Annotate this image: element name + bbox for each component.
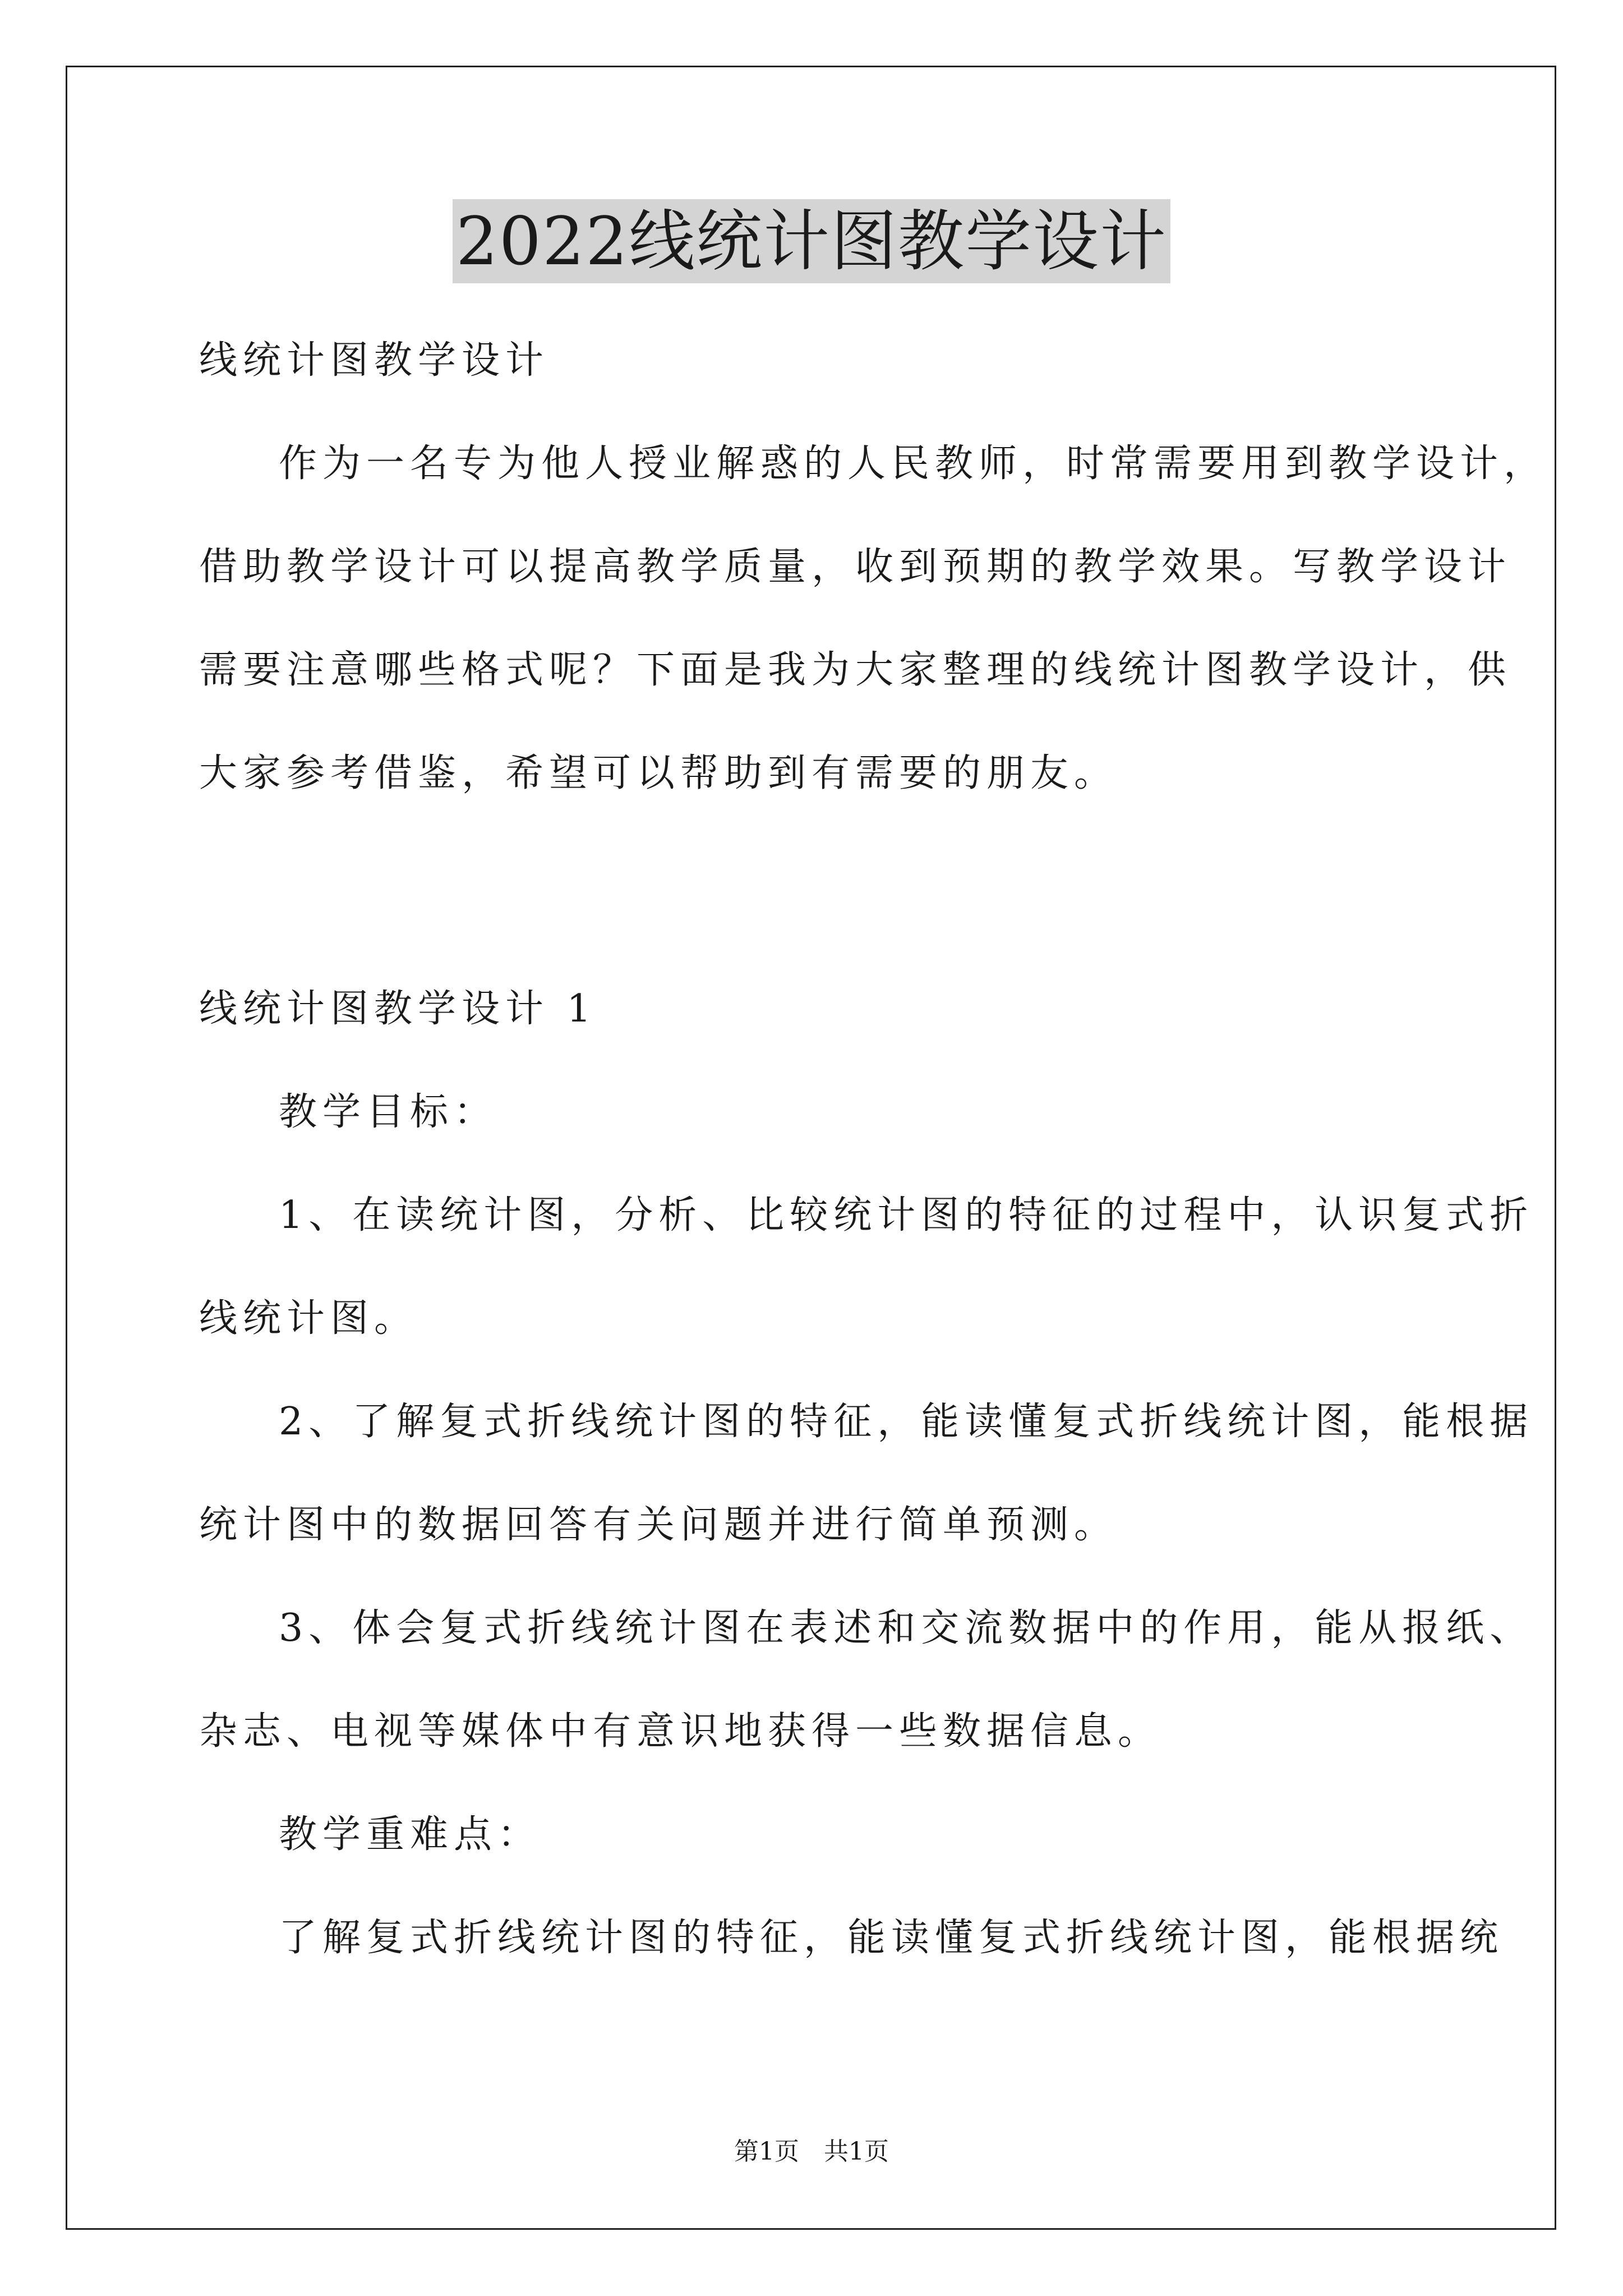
paragraph-line: 作为一名专为他人授业解惑的人民教师，时常需要用到教学设计， [279,441,1548,486]
paragraph-line: 1、在读统计图，分析、比较统计图的特征的过程中，认识复式折 [279,1193,1534,1237]
subheading: 教学目标： [279,1090,498,1134]
paragraph-line: 了解复式折线统计图的特征，能读懂复式折线统计图，能根据统 [279,1916,1504,1960]
page-footer: 第1页 共1页 [734,2137,889,2166]
section-heading: 线统计图教学设计 [199,338,550,383]
title-wrap [0,199,1623,283]
paragraph-line: 杂志、电视等媒体中有意识地获得一些数据信息。 [199,1709,1162,1754]
section-heading: 线统计图教学设计 1 [199,987,597,1031]
subheading: 教学重难点： [279,1812,542,1857]
paragraph-line: 大家参考借鉴，希望可以帮助到有需要的朋友。 [199,751,1118,795]
paragraph-line: 统计图中的数据回答有关问题并进行简单预测。 [199,1503,1118,1547]
paragraph-line: 借助教学设计可以提高教学质量，收到预期的教学效果。写教学设计 [199,545,1512,589]
paragraph-line: 3、体会复式折线统计图在表述和交流数据中的作用，能从报纸、 [279,1606,1534,1650]
document-title: 2022线统计图教学设计 [453,199,1170,283]
page-border [66,66,1556,2230]
paragraph-line: 2、了解复式折线统计图的特征，能读懂复式折线统计图，能根据 [279,1400,1534,1444]
paragraph-line: 线统计图。 [199,1296,418,1341]
paragraph-line: 需要注意哪些格式呢？下面是我为大家整理的线统计图教学设计，供 [199,648,1512,692]
